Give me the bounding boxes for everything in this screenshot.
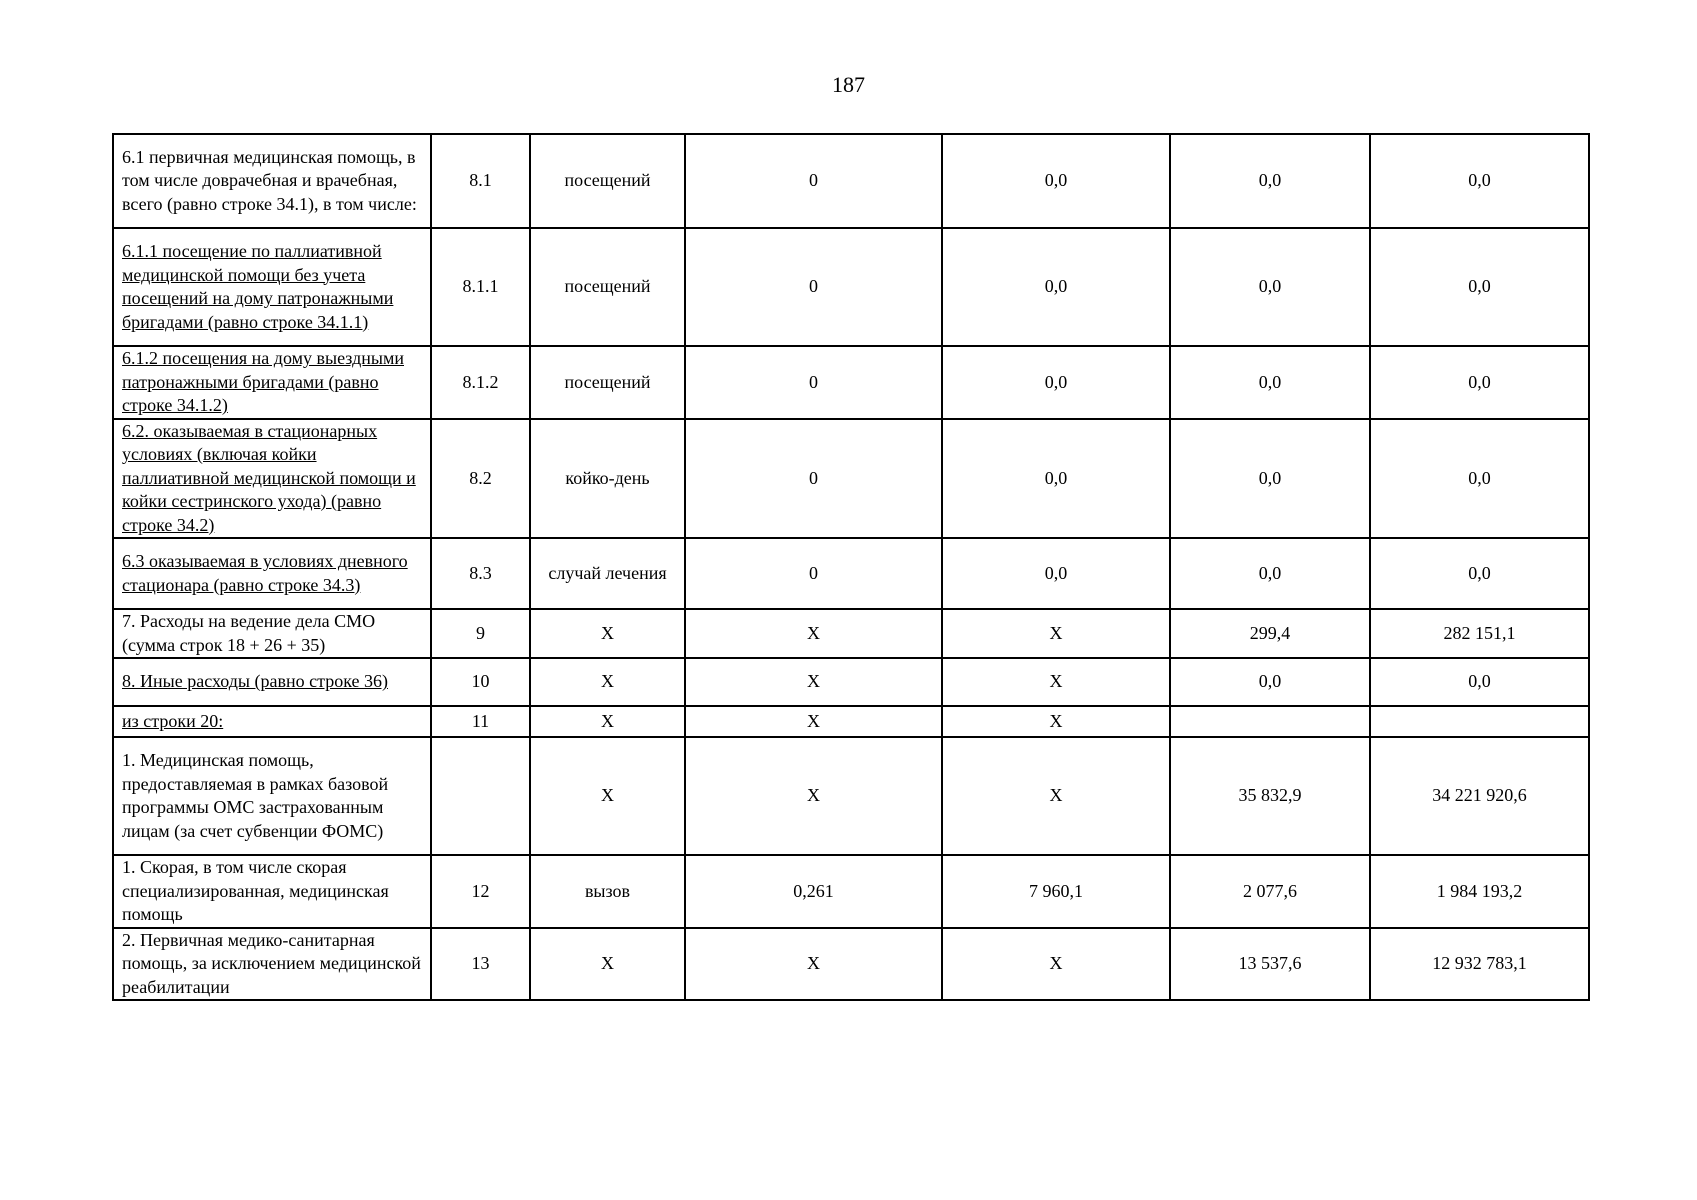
row-value-5: 0,0 xyxy=(942,419,1170,539)
row-value-4: Х xyxy=(685,658,942,706)
row-unit: посещений xyxy=(530,346,685,419)
row-value-6: 299,4 xyxy=(1170,609,1370,658)
row-value-6: 0,0 xyxy=(1170,538,1370,609)
table-row xyxy=(113,538,1589,609)
row-value-7: 1 984 193,2 xyxy=(1370,855,1589,928)
page-number: 187 xyxy=(832,72,865,97)
row-value-7: 0,0 xyxy=(1370,658,1589,706)
row-line-number xyxy=(431,737,530,855)
row-unit: случай лечения xyxy=(530,538,685,609)
row-value-4: 0 xyxy=(685,419,942,539)
row-value-5: 0,0 xyxy=(942,538,1170,609)
row-value-4: 0 xyxy=(685,228,942,346)
row-value-7: 12 932 783,1 xyxy=(1370,928,1589,1001)
row-value-7: 34 221 920,6 xyxy=(1370,737,1589,855)
row-value-4: Х xyxy=(685,737,942,855)
row-line-number: 8.2 xyxy=(431,419,530,539)
row-unit: Х xyxy=(530,737,685,855)
row-value-5: 0,0 xyxy=(942,228,1170,346)
table-row xyxy=(113,134,1589,228)
row-value-6: 35 832,9 xyxy=(1170,737,1370,855)
row-value-6: 0,0 xyxy=(1170,346,1370,419)
row-description: 8. Иные расходы (равно строке 36) xyxy=(113,658,431,706)
row-value-5: Х xyxy=(942,737,1170,855)
row-description: 1. Скорая, в том числе скорая специализированная, медицинская помощь xyxy=(113,855,431,928)
row-description: 1. Медицинская помощь, предоставляемая в рамках базовой программы ОМС застрахованным лицам (за счет субвенции ФОМС) xyxy=(113,737,431,855)
row-value-4: 0 xyxy=(685,134,942,228)
row-value-7: 0,0 xyxy=(1370,538,1589,609)
table-row xyxy=(113,658,1589,706)
row-line-number: 12 xyxy=(431,855,530,928)
row-line-number: 10 xyxy=(431,658,530,706)
row-line-number: 8.1.1 xyxy=(431,228,530,346)
row-value-5: Х xyxy=(942,658,1170,706)
row-unit: Х xyxy=(530,706,685,737)
table-row xyxy=(113,928,1589,1001)
row-value-7: 282 151,1 xyxy=(1370,609,1589,658)
row-unit: Х xyxy=(530,609,685,658)
row-line-number: 8.1 xyxy=(431,134,530,228)
row-line-number: 9 xyxy=(431,609,530,658)
table-row xyxy=(113,609,1589,658)
row-value-6: 2 077,6 xyxy=(1170,855,1370,928)
row-value-5: 0,0 xyxy=(942,346,1170,419)
row-line-number: 8.1.2 xyxy=(431,346,530,419)
table-row xyxy=(113,737,1589,855)
row-description: 2. Первичная медико-санитарная помощь, за исключением медицинской реабилитации xyxy=(113,928,431,1001)
row-description: 6.2. оказываемая в стационарных условиях (включая койки паллиативной медицинской помощи и койки сестринского ухода) (равно строке 34.2) xyxy=(113,419,431,539)
row-value-5: 7 960,1 xyxy=(942,855,1170,928)
row-value-6: 0,0 xyxy=(1170,419,1370,539)
row-line-number: 8.3 xyxy=(431,538,530,609)
row-value-6: 0,0 xyxy=(1170,134,1370,228)
row-value-6: 13 537,6 xyxy=(1170,928,1370,1001)
row-unit: Х xyxy=(530,928,685,1001)
row-description: 6.1.1 посещение по паллиативной медицинской помощи без учета посещений на дому патронажными бригадами (равно строке 34.1.1) xyxy=(113,228,431,346)
row-unit: Х xyxy=(530,658,685,706)
row-unit: посещений xyxy=(530,134,685,228)
table-row xyxy=(113,228,1589,346)
row-description: 6.1.2 посещения на дому выездными патронажными бригадами (равно строке 34.1.2) xyxy=(113,346,431,419)
row-value-5: Х xyxy=(942,928,1170,1001)
row-value-4: 0 xyxy=(685,346,942,419)
row-line-number: 11 xyxy=(431,706,530,737)
row-value-5: 0,0 xyxy=(942,134,1170,228)
table-row xyxy=(113,706,1589,737)
row-value-5: Х xyxy=(942,609,1170,658)
row-description: 6.1 первичная медицинская помощь, в том числе доврачебная и врачебная, всего (равно строке 34.1), в том числе: xyxy=(113,134,431,228)
row-value-7: 0,0 xyxy=(1370,419,1589,539)
row-value-7 xyxy=(1370,706,1589,737)
row-value-4: Х xyxy=(685,928,942,1001)
row-value-4: Х xyxy=(685,609,942,658)
row-value-6 xyxy=(1170,706,1370,737)
row-unit: вызов xyxy=(530,855,685,928)
data-table xyxy=(112,133,1590,1001)
row-description: 7. Расходы на ведение дела СМО (сумма строк 18 + 26 + 35) xyxy=(113,609,431,658)
table-row xyxy=(113,855,1589,928)
row-value-6: 0,0 xyxy=(1170,658,1370,706)
row-value-7: 0,0 xyxy=(1370,134,1589,228)
row-description: 6.3 оказываемая в условиях дневного стационара (равно строке 34.3) xyxy=(113,538,431,609)
row-value-4: 0 xyxy=(685,538,942,609)
row-description: из строки 20: xyxy=(113,706,431,737)
row-value-6: 0,0 xyxy=(1170,228,1370,346)
row-value-7: 0,0 xyxy=(1370,228,1589,346)
row-line-number: 13 xyxy=(431,928,530,1001)
table-row xyxy=(113,346,1589,419)
row-unit: посещений xyxy=(530,228,685,346)
row-value-4: Х xyxy=(685,706,942,737)
table-body xyxy=(113,134,1589,1000)
row-value-7: 0,0 xyxy=(1370,346,1589,419)
row-value-5: Х xyxy=(942,706,1170,737)
table-row xyxy=(113,419,1589,539)
row-unit: койко-день xyxy=(530,419,685,539)
row-value-4: 0,261 xyxy=(685,855,942,928)
